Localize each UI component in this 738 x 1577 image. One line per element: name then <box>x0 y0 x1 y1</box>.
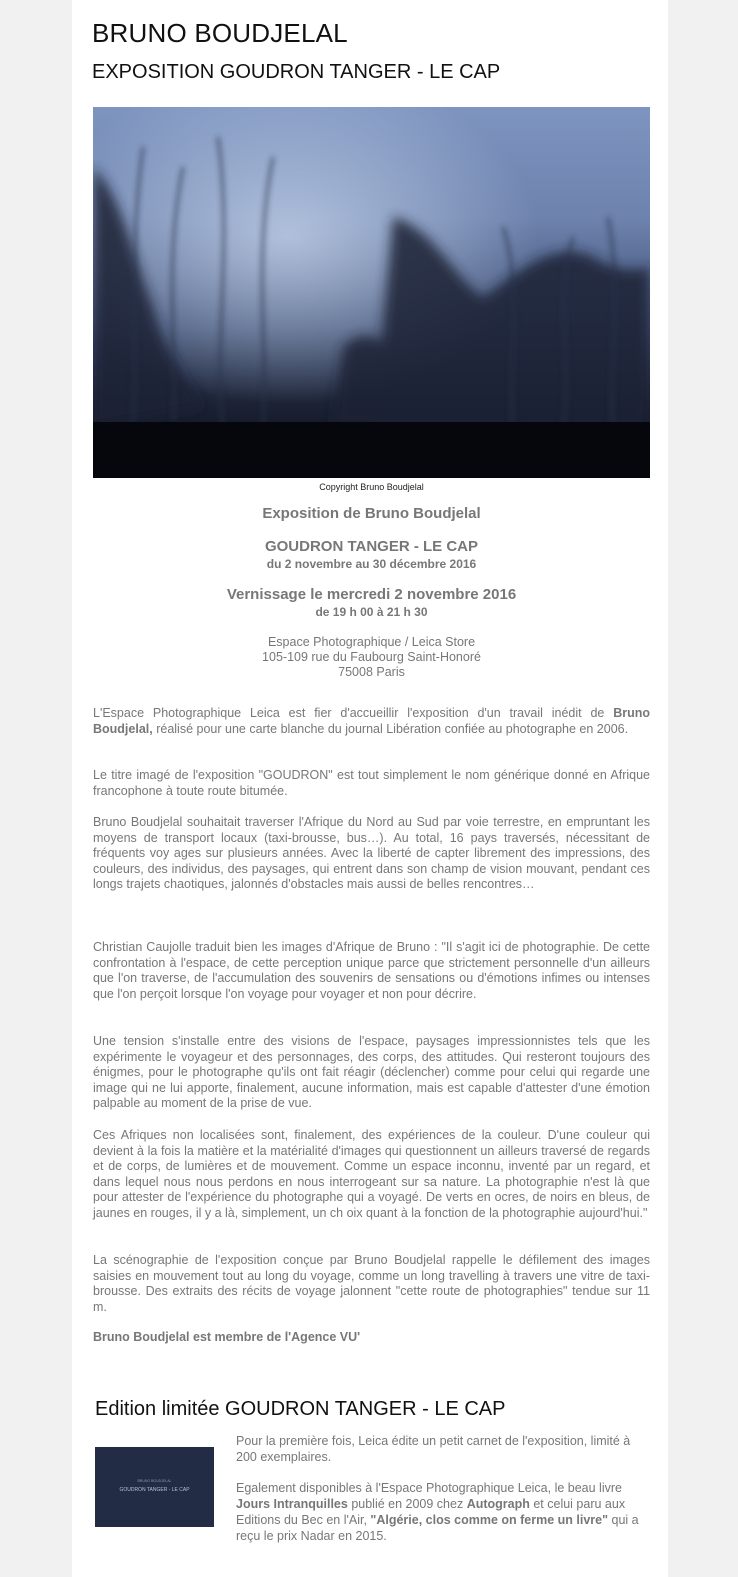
paragraph-intro <box>93 706 650 737</box>
vernissage-hours: de 19 h 00 à 21 h 30 <box>315 605 428 619</box>
book-cover-title: GOUDRON TANGER - LE CAP <box>119 1487 190 1493</box>
paragraph-caujolle: Christian Caujolle traduit bien les images d'Afrique de Bruno : "Il s'agit ici de photographie. De cette confrontation à l'espace, de cette perception unique parce que strictement personnelle d'un ailleurs que l'on traverse, de l'accumulation des souvenirs de sensations ou d'émotions infimes ou intenses que l'on perçoit lorsque l'on voyage pour voyager et non pour décrire. <box>93 940 650 1001</box>
edition-heading: Edition limitée GOUDRON TANGER - LE CAP <box>95 1398 506 1420</box>
edition-description: Pour la première fois, Leica édite un petit carnet de l'exposition, limité à 200 exemplaires. <box>236 1434 631 1464</box>
agency-membership: Bruno Boudjelal est membre de l'Agence VU' <box>93 1330 361 1344</box>
intro-artist-bold: Bruno Boudjelal, <box>93 706 650 736</box>
photo-caption: Copyright Bruno Boudjelal <box>319 482 424 492</box>
venue-name: Espace Photographique / Leica Store <box>267 635 476 649</box>
paragraph-title-meaning: Le titre imagé de l'exposition "GOUDRON" est tout simplement le nom générique donné en Afrique francophone à toute route bitumée. <box>93 768 650 798</box>
book-jours-intranquilles: Jours Intranquilles <box>236 1497 348 1511</box>
event-title: GOUDRON TANGER - LE CAP <box>264 538 479 555</box>
intro-text: L'Espace Photographique Leica est fier d'accueillir l'exposition d'un travail inédit de <box>93 706 614 720</box>
intro-text-end: réalisé pour une carte blanche du journal Libération confiée au photographe en 2006. <box>152 721 629 736</box>
artist-name: BRUNO BOUDJELAL <box>92 18 348 48</box>
venue-street: 105-109 rue du Faubourg Saint-Honoré <box>262 650 481 664</box>
event-intro: Exposition de Bruno Boudjelal <box>262 505 481 522</box>
venue-city: 75008 Paris <box>338 665 405 679</box>
exhibition-title: EXPOSITION GOUDRON TANGER - LE CAP <box>92 61 501 83</box>
edition-other-books <box>236 1480 648 1544</box>
other-books-text: Egalement disponibles à l'Espace Photographique Leica, le beau livre <box>236 1481 622 1495</box>
other-books-text-3: et celui paru aux Editions du Bec en l'Air, <box>236 1497 626 1527</box>
exhibition-photo <box>93 107 650 478</box>
publisher-autograph: Autograph <box>466 1497 530 1511</box>
book-cover-author: BRUNO BOUDJELAL <box>137 1479 172 1483</box>
paragraph-tension: Une tension s'installe entre des visions de l'espace, paysages impressionnistes tels que les expérimente le voyageur et des personnages, des corps, des attitudes. Qui resteront toujours des énigmes, pour le photographe qu'ils ont fait réagir (déclencher) comme pour celui qui regarde une image qui ne lui apporte, finalement, aucune information, mais est capable d'attester d'une émotion palpable au moment de la prise de vue. <box>93 1034 650 1110</box>
venue-address <box>93 635 650 680</box>
vernissage-date: Vernissage le mercredi 2 novembre 2016 <box>226 586 517 603</box>
other-books-text-2: publié en 2009 chez <box>347 1497 467 1511</box>
book-algerie: "Algérie, clos comme on ferme un livre" <box>370 1513 609 1527</box>
other-books-text-4: qui a reçu le prix Nadar en 2015. <box>236 1513 639 1543</box>
event-dates: du 2 novembre au 30 décembre 2016 <box>266 557 477 571</box>
book-cover-image <box>95 1447 214 1527</box>
paragraph-scenography: La scénographie de l'exposition conçue par Bruno Boudjelal rappelle le défilement des images saisies en mouvement tout au long du voyage, comme un long travelling à travers une vitre de taxi-brousse. Des extraits des récits de voyage jalonnent "cette route de photographies" tendue sur 11 m. <box>93 1253 650 1314</box>
paragraph-journey: Bruno Boudjelal souhaitait traverser l'Afrique du Nord au Sud par voie terrestre, en empruntant les moyens de transport locaux (taxi-brousse, bus…). Au total, 16 pays traversés, nécessitant de fréquents voy ages sur plusieurs années. Avec la liberté de capter librement des impressions, des couleurs, des individus, des paysages, qui entrent dans son champ de vision mouvant, pendant ces longs trajets chaotiques, jalonnés d'obstacles mais aussi de belles rencontres… <box>93 815 650 891</box>
blurred-trees-graphic <box>93 107 650 478</box>
paragraph-color: Ces Afriques non localisées sont, finalement, des expériences de la couleur. D'une couleur qui devient à la fois la matière et la matérialité d'images qui questionnent un ailleurs traversé de regards et de corps, de lumières et de mouvement. Comme un espace inconnu, inventé par un regard, et dans lequel nous nous perdons en nous interrogeant sur sa nature. La photographie n'est là que pour attester de l'expérience du photographe qui a voyagé. De verts en ocres, de noirs en bleus, de jaunes en rouges, il y a là, simplement, un ch oix quant à la fonction de la photographie aujourd'hui." <box>93 1128 650 1220</box>
